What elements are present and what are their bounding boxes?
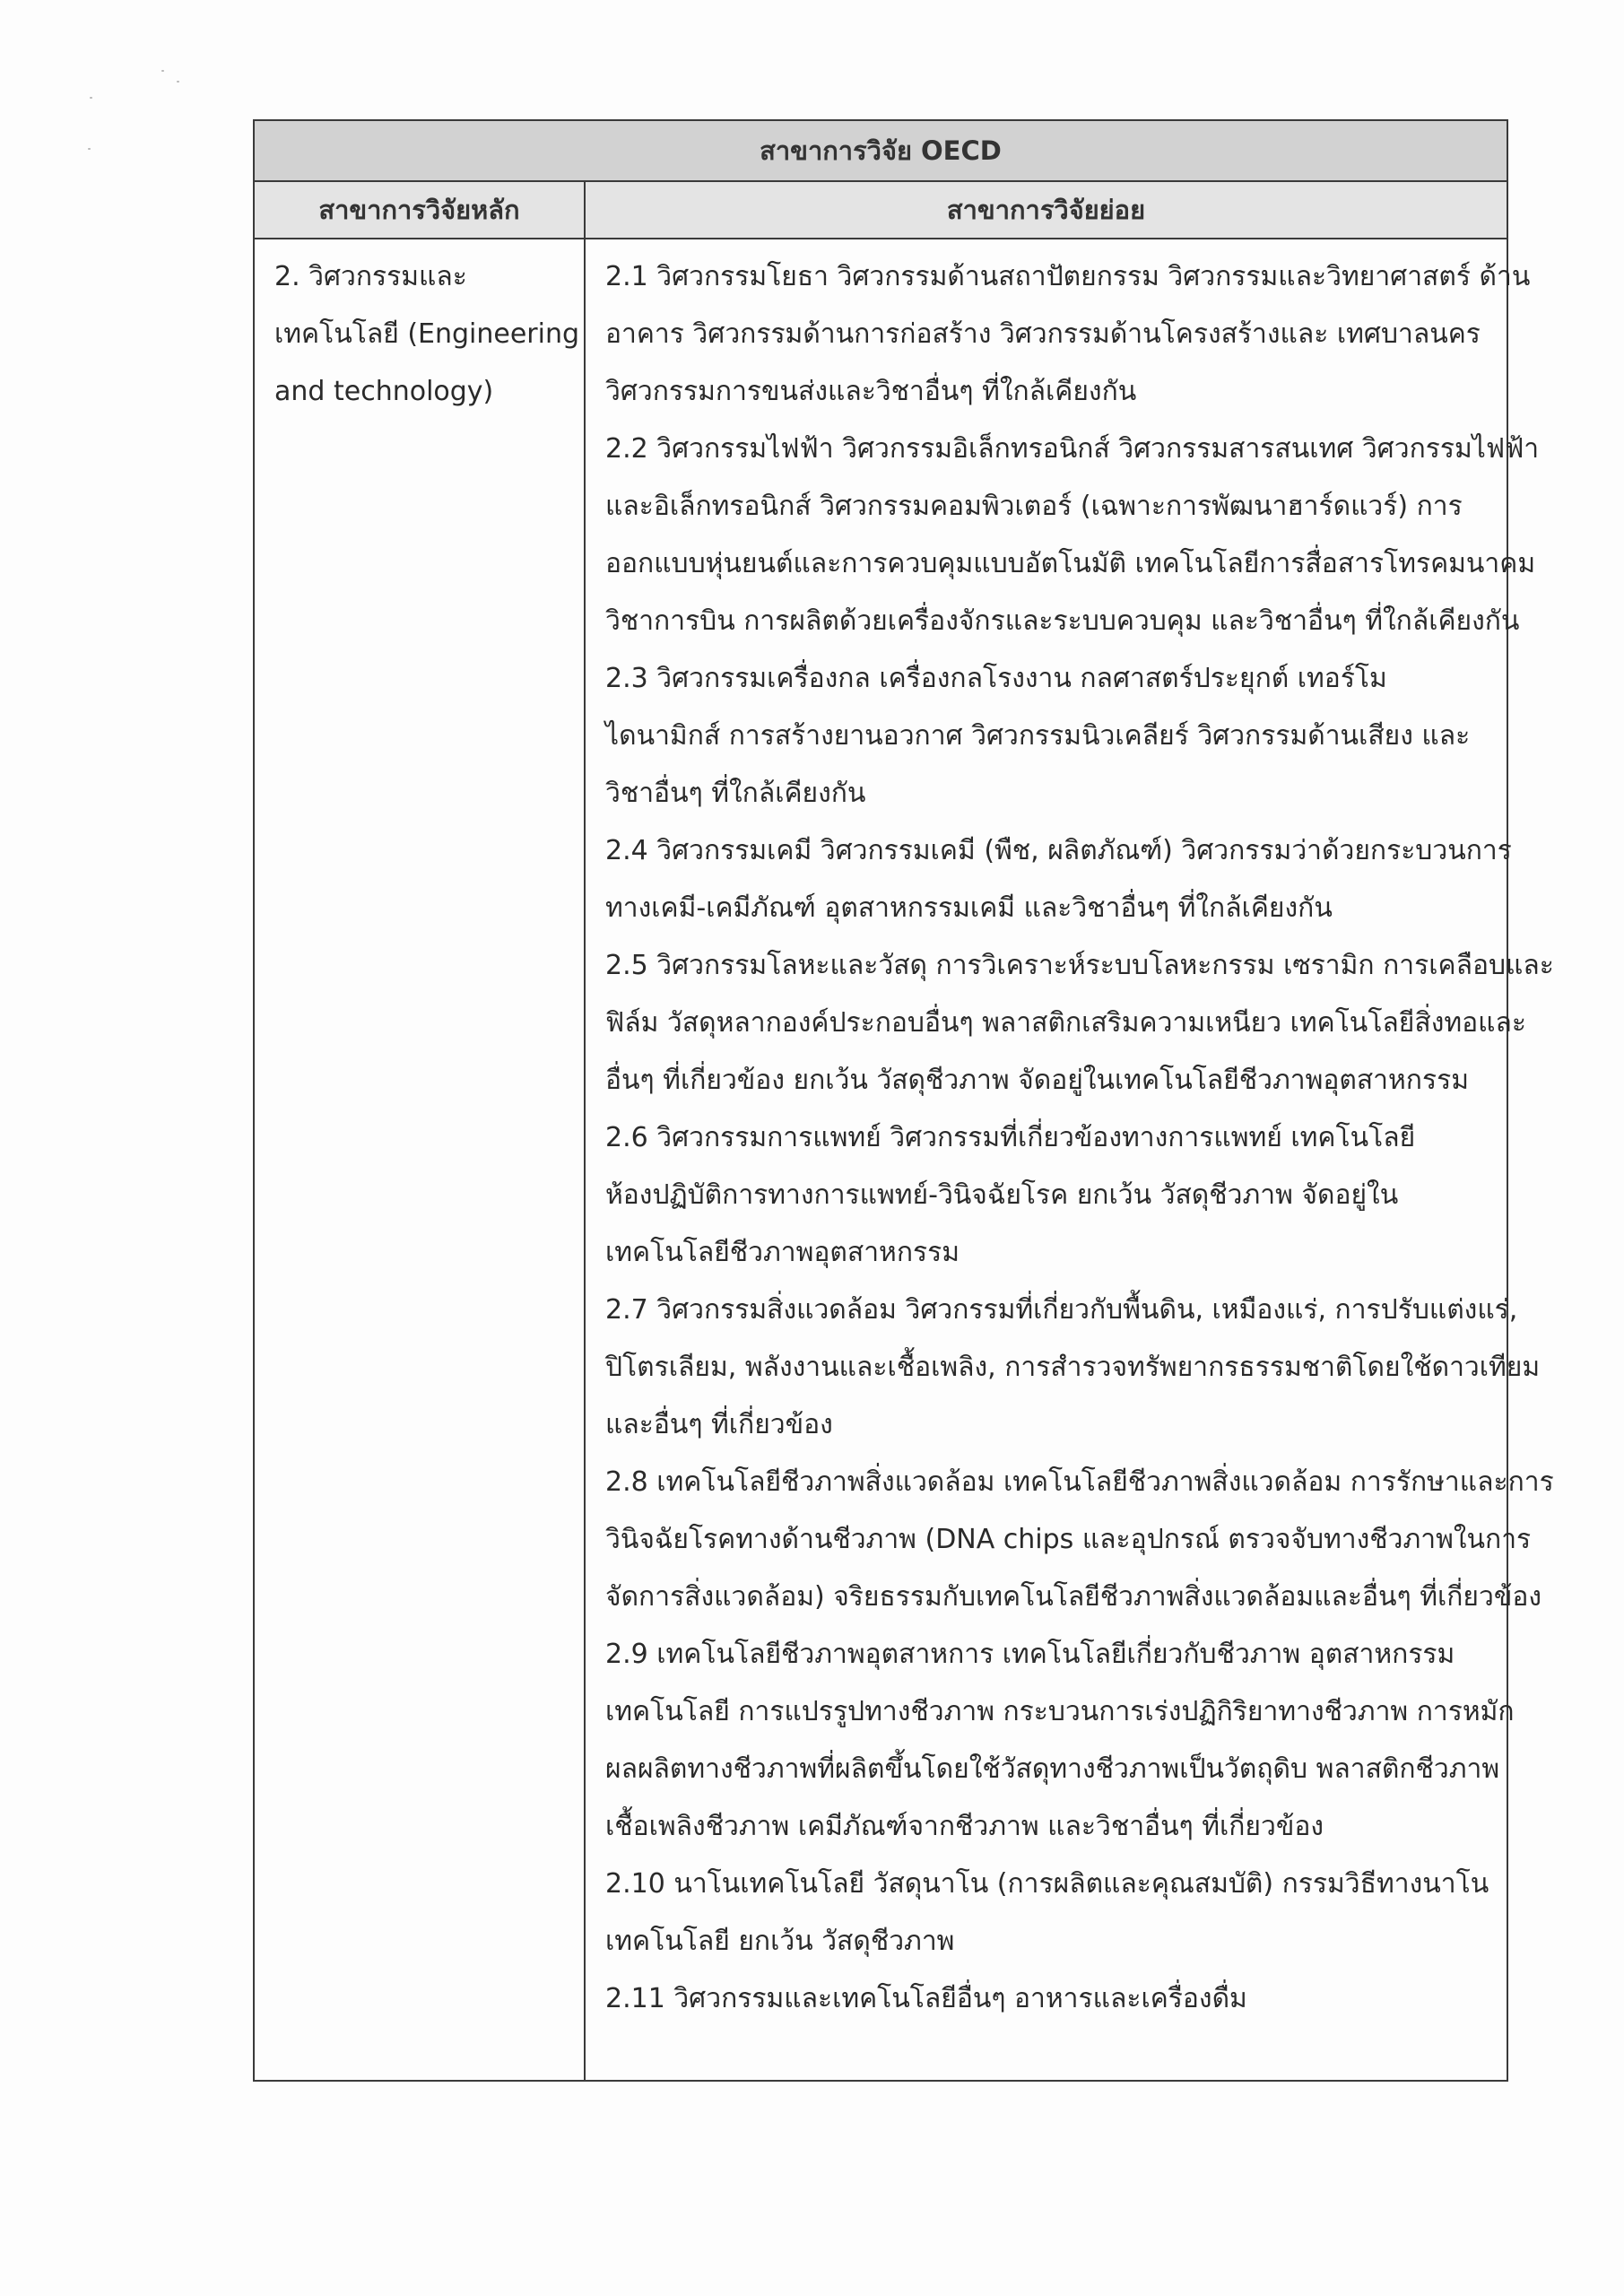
- sub-field-line: จัดการสิ่งแวดล้อม) จริยธรรมกับเทคโนโลยีชีวภาพสิ่งแวดล้อมและอื่นๆ ที่เกี่ยวข้อง: [605, 1581, 1542, 1613]
- table-title: สาขาการวิจัย OECD: [254, 120, 1507, 181]
- sub-field-line: 2.5 วิศวกรรมโลหะและวัสดุ การวิเคราะห์ระบบโลหะกรรม เซรามิก การเคลือบและ: [605, 950, 1554, 981]
- scan-speck: [90, 97, 92, 99]
- sub-field-line: 2.7 วิศวกรรมสิ่งแวดล้อม วิศวกรรมที่เกี่ยวกับพื้นดิน, เหมืองแร่, การปรับแต่งแร่,: [605, 1294, 1518, 1326]
- sub-field-line: 2.8 เทคโนโลยีชีวภาพสิ่งแวดล้อม เทคโนโลยีชีวภาพสิ่งแวดล้อม การรักษาและการ: [605, 1466, 1554, 1498]
- sub-field-line: ผลผลิตทางชีวภาพที่ผลิตขึ้นโดยใช้วัสดุทางชีวภาพเป็นวัตถุดิบ พลาสติกชีวภาพ: [605, 1753, 1500, 1785]
- sub-field-line: 2.1 วิศวกรรมโยธา วิศวกรรมด้านสถาปัตยกรรม วิศวกรรมและวิทยาศาสตร์ ด้าน: [605, 261, 1531, 292]
- main-field-cell: [254, 239, 585, 2081]
- main-field-line: เทคโนโลยี (Engineering: [274, 318, 580, 350]
- sub-field-line: เทคโนโลยี การแปรรูปทางชีวภาพ กระบวนการเร่งปฏิกิริยาทางชีวภาพ การหมัก: [605, 1696, 1515, 1727]
- header-main-field: สาขาการวิจัยหลัก: [254, 181, 585, 239]
- sub-field-line: และอื่นๆ ที่เกี่ยวข้อง: [605, 1409, 833, 1440]
- scan-speck: [88, 148, 91, 150]
- sub-field-line: และอิเล็กทรอนิกส์ วิศวกรรมคอมพิวเตอร์ (เฉพาะการพัฒนาฮาร์ดแวร์) การ: [605, 491, 1463, 522]
- sub-field-line: 2.4 วิศวกรรมเคมี วิศวกรรมเคมี (พืช, ผลิตภัณฑ์) วิศวกรรมว่าด้วยกระบวนการ: [605, 835, 1512, 866]
- sub-field-line: อาคาร วิศวกรรมด้านการก่อสร้าง วิศวกรรมด้านโครงสร้างและ เทศบาลนคร: [605, 318, 1481, 350]
- sub-field-line: เชื้อเพลิงชีวภาพ เคมีภัณฑ์จากชีวภาพ และวิชาอื่นๆ ที่เกี่ยวข้อง: [605, 1811, 1324, 1842]
- sub-field-line: เทคโนโลยี ยกเว้น วัสดุชีวภาพ: [605, 1926, 955, 1957]
- sub-field-cell: [585, 239, 1554, 2081]
- sub-field-line: ฟิล์ม วัสดุหลากองค์ประกอบอื่นๆ พลาสติกเสริมความเหนียว เทคโนโลยีสิ่งทอและ: [605, 1007, 1526, 1039]
- main-field-line: 2. วิศวกรรมและ: [274, 261, 467, 292]
- sub-field-line: วินิจฉัยโรคทางด้านชีวภาพ (DNA chips และอุปกรณ์ ตรวจจับทางชีวภาพในการ: [605, 1524, 1532, 1555]
- sub-field-line: 2.3 วิศวกรรมเครื่องกล เครื่องกลโรงงาน กลศาสตร์ประยุกต์ เทอร์โม: [605, 663, 1387, 694]
- sub-field-line: ทางเคมี-เคมีภัณฑ์ อุตสาหกรรมเคมี และวิชาอื่นๆ ที่ใกล้เคียงกัน: [605, 892, 1333, 924]
- scan-speck: [161, 70, 164, 72]
- oecd-research-table: [253, 119, 1554, 2082]
- sub-field-line: วิชาการบิน การผลิตด้วยเครื่องจักรและระบบควบคุม และวิชาอื่นๆ ที่ใกล้เคียงกัน: [605, 605, 1520, 637]
- table-header-row: [254, 181, 1507, 239]
- table-row: [254, 239, 1507, 2081]
- sub-field-line: วิชาอื่นๆ ที่ใกล้เคียงกัน: [605, 778, 866, 809]
- sub-field-line: ห้องปฏิบัติการทางการแพทย์-วินิจฉัยโรค ยกเว้น วัสดุชีวภาพ จัดอยู่ใน: [605, 1179, 1399, 1211]
- sub-field-line: 2.2 วิศวกรรมไฟฟ้า วิศวกรรมอิเล็กทรอนิกส์ วิศวกรรมสารสนเทศ วิศวกรรมไฟฟ้า: [605, 433, 1540, 465]
- scan-speck: [177, 81, 179, 83]
- sub-field-line: ไดนามิกส์ การสร้างยานอวกาศ วิศวกรรมนิวเคลียร์ วิศวกรรมด้านเสียง และ: [605, 720, 1471, 752]
- sub-field-line: 2.10 นาโนเทคโนโลยี วัสดุนาโน (การผลิตและคุณสมบัติ) กรรมวิธีทางนาโน: [605, 1868, 1489, 1900]
- sub-field-line: อื่นๆ ที่เกี่ยวข้อง ยกเว้น วัสดุชีวภาพ จัดอยู่ในเทคโนโลยีชีวภาพอุตสาหกรรม: [605, 1065, 1469, 1096]
- sub-field-line: 2.9 เทคโนโลยีชีวภาพอุตสาหการ เทคโนโลยีเกี่ยวกับชีวภาพ อุตสาหกรรม: [605, 1639, 1455, 1670]
- sub-field-line: 2.11 วิศวกรรมและเทคโนโลยีอื่นๆ อาหารและเครื่องดื่ม: [605, 1983, 1247, 2014]
- header-sub-field: สาขาการวิจัยย่อย: [585, 181, 1507, 239]
- main-field-line: and technology): [274, 376, 494, 407]
- table-title-row: [254, 120, 1507, 181]
- sub-field-line: วิศวกรรมการขนส่งและวิชาอื่นๆ ที่ใกล้เคียงกัน: [605, 376, 1137, 407]
- sub-field-line: ออกแบบหุ่นยนต์และการควบคุมแบบอัตโนมัติ เทคโนโลยีการสื่อสารโทรคมนาคม: [605, 548, 1536, 579]
- sub-field-line: เทคโนโลยีชีวภาพอุตสาหกรรม: [605, 1237, 960, 1268]
- sub-field-line: ปิโตรเลียม, พลังงานและเชื้อเพลิง, การสำรวจทรัพยากรธรรมชาติโดยใช้ดาวเทียม: [605, 1352, 1541, 1383]
- sub-field-line: 2.6 วิศวกรรมการแพทย์ วิศวกรรมที่เกี่ยวข้องทางการแพทย์ เทคโนโลยี: [605, 1122, 1416, 1153]
